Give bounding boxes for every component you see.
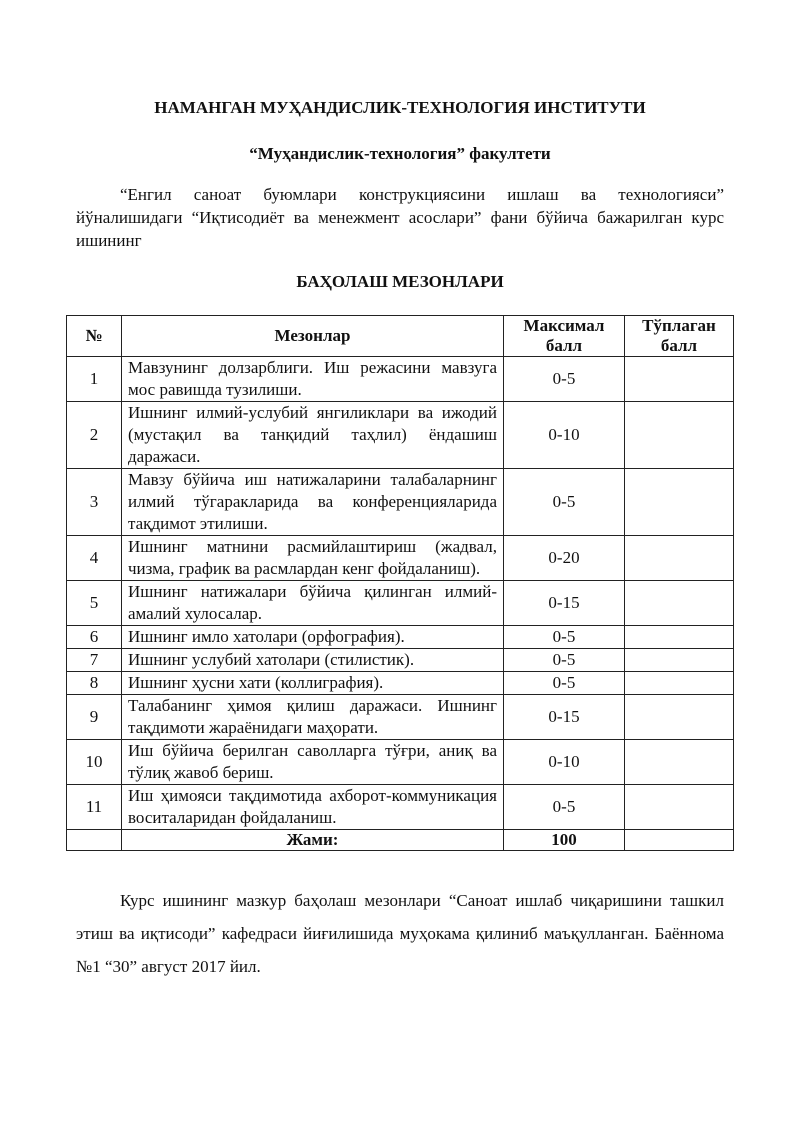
table-header-row	[67, 316, 734, 357]
criterion-text: Ишнинг матнини расмийлаштириш (жадвал, чизма, график ва расмлардан кенг фойдаланиш).	[122, 536, 504, 581]
earned-score	[625, 695, 734, 740]
table-total-row	[67, 830, 734, 851]
total-earned-cell	[625, 830, 734, 851]
row-number: 6	[67, 626, 122, 649]
max-score: 0-10	[504, 402, 625, 469]
table-row	[67, 357, 734, 402]
max-score: 0-10	[504, 740, 625, 785]
row-number: 1	[67, 357, 122, 402]
table-row	[67, 536, 734, 581]
max-score: 0-15	[504, 581, 625, 626]
max-score: 0-15	[504, 695, 625, 740]
criterion-text: Иш ҳимояси тақдимотида ахборот-коммуникация воситаларидан фойдаланиш.	[122, 785, 504, 830]
max-score: 0-5	[504, 626, 625, 649]
table-row	[67, 649, 734, 672]
table-row	[67, 695, 734, 740]
criterion-text: Талабанинг ҳимоя қилиш даражаси. Ишнинг тақдимоти жараёнидаги маҳорати.	[122, 695, 504, 740]
institute-title: НАМАНГАН МУҲАНДИСЛИК-ТЕХНОЛОГИЯ ИНСТИТУТИ	[154, 98, 646, 117]
earned-score	[625, 785, 734, 830]
criterion-text: Ишнинг натижалари бўйича қилинган илмий-амалий хулосалар.	[122, 581, 504, 626]
faculty-subtitle: “Муҳандислик-технология” факултети	[249, 144, 551, 163]
table-row	[67, 740, 734, 785]
column-header-number: №	[67, 316, 122, 357]
table-row	[67, 785, 734, 830]
section-title: БАҲОЛАШ МЕЗОНЛАРИ	[296, 272, 504, 291]
criterion-text: Ишнинг илмий-услубий янгиликлари ва ижодий (мустақил ва танқидий таҳлил) ёндашиш даражаси.	[122, 402, 504, 469]
earned-score	[625, 581, 734, 626]
column-header-earned-score: Тўплаган балл	[625, 316, 734, 357]
criteria-table	[66, 315, 734, 851]
row-number: 5	[67, 581, 122, 626]
earned-score	[625, 536, 734, 581]
table-row	[67, 626, 734, 649]
criterion-text: Ишнинг имло хатолари (орфография).	[122, 626, 504, 649]
closing-paragraph: Курс ишининг мазкур баҳолаш мезонлари “Саноат ишлаб чиқаришини ташкил этиш ва иқтисоди” кафедраси йиғилишида муҳокама қилиниб маъқулланган. Баённома №1 “30” август 2017 йил.	[76, 891, 724, 976]
row-number: 11	[67, 785, 122, 830]
earned-score	[625, 649, 734, 672]
table-row	[67, 672, 734, 695]
total-label: Жами:	[122, 830, 504, 851]
row-number: 10	[67, 740, 122, 785]
earned-score	[625, 740, 734, 785]
earned-score	[625, 672, 734, 695]
earned-score	[625, 469, 734, 536]
column-header-criteria: Мезонлар	[122, 316, 504, 357]
max-score: 0-20	[504, 536, 625, 581]
total-max-score: 100	[504, 830, 625, 851]
row-number: 9	[67, 695, 122, 740]
criterion-text: Ишнинг ҳусни хати (коллиграфия).	[122, 672, 504, 695]
row-number: 8	[67, 672, 122, 695]
column-header-max-score: Максимал балл	[504, 316, 625, 357]
row-number: 2	[67, 402, 122, 469]
max-score: 0-5	[504, 469, 625, 536]
earned-score	[625, 626, 734, 649]
table-row	[67, 402, 734, 469]
earned-score	[625, 402, 734, 469]
row-number: 7	[67, 649, 122, 672]
criterion-text: Иш бўйича берилган саволларга тўғри, аниқ ва тўлиқ жавоб бериш.	[122, 740, 504, 785]
max-score: 0-5	[504, 357, 625, 402]
max-score: 0-5	[504, 785, 625, 830]
criterion-text: Мавзунинг долзарблиги. Иш режасини мавзуга мос равишда тузилиши.	[122, 357, 504, 402]
table-row	[67, 469, 734, 536]
table-row	[67, 581, 734, 626]
intro-paragraph: “Енгил саноат буюмлари конструкциясини ишлаш ва технологияси” йўналишидаги “Иқтисодиёт ва менежмент асослари” фани бўйича бажарилган курс ишининг	[76, 185, 724, 250]
row-number: 3	[67, 469, 122, 536]
row-number: 4	[67, 536, 122, 581]
criterion-text: Мавзу бўйича иш натижаларини талабаларнинг илмий тўгаракларида ва конференцияларида тақдимот этилиши.	[122, 469, 504, 536]
max-score: 0-5	[504, 672, 625, 695]
earned-score	[625, 357, 734, 402]
criterion-text: Ишнинг услубий хатолари (стилистик).	[122, 649, 504, 672]
total-empty-cell	[67, 830, 122, 851]
max-score: 0-5	[504, 649, 625, 672]
